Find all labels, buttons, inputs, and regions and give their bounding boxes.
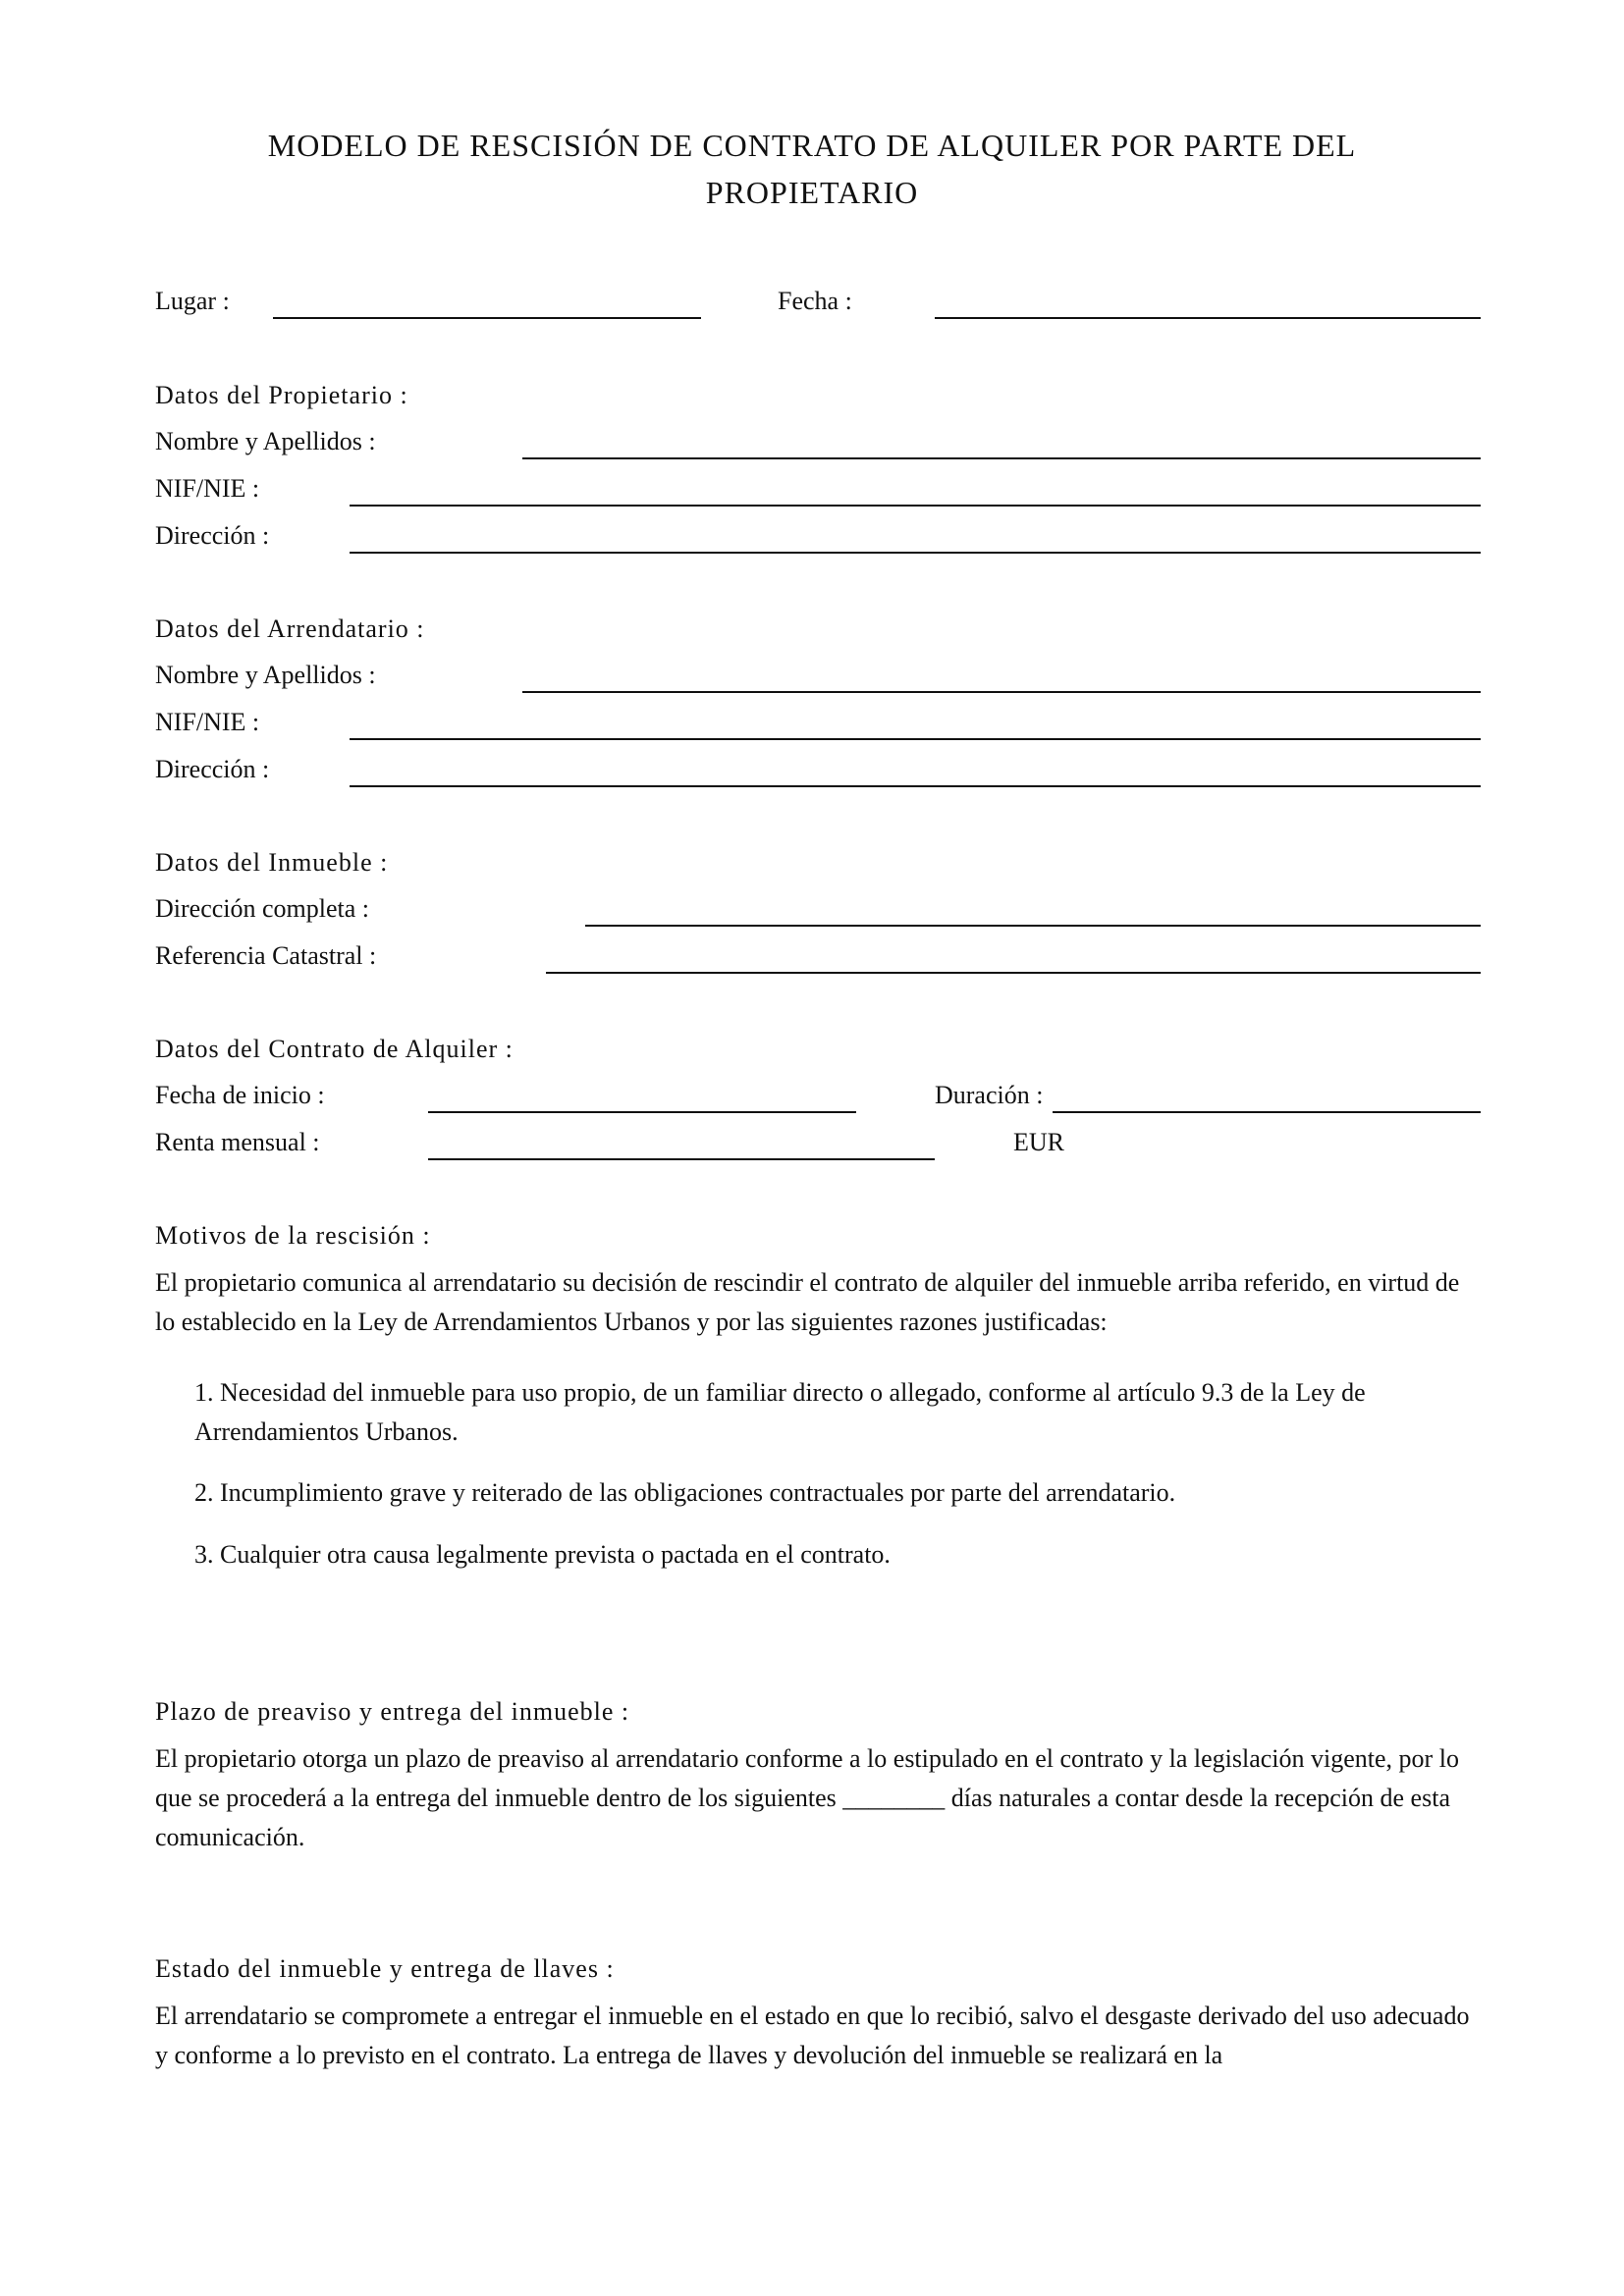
- propietario-direccion-label: Dirección :: [155, 521, 270, 550]
- renta-mensual-label: Renta mensual :: [155, 1128, 320, 1156]
- plazo-heading: Plazo de preaviso y entrega del inmueble :: [155, 1697, 630, 1726]
- arrendatario-direccion-label: Dirección :: [155, 755, 270, 783]
- inmueble-direccion-field[interactable]: [585, 925, 1481, 927]
- arrendatario-nombre-label: Nombre y Apellidos :: [155, 661, 376, 689]
- motivos-heading: Motivos de la rescisión :: [155, 1221, 431, 1250]
- propietario-nombre-label: Nombre y Apellidos :: [155, 427, 376, 455]
- renta-mensual-field[interactable]: [428, 1158, 935, 1160]
- inmueble-referencia-field[interactable]: [546, 972, 1481, 974]
- lugar-field[interactable]: [273, 317, 701, 319]
- document-title-line-2: PROPIETARIO: [705, 175, 919, 210]
- arrendatario-nombre-field[interactable]: [522, 691, 1481, 693]
- fecha-inicio-field[interactable]: [428, 1111, 856, 1113]
- motivos-intro: El propietario comunica al arrendatario su decisión de rescindir el contrato de alquiler del inmueble arriba referido, en virtud de lo establecido en la Ley de Arrendamientos Urbanos y por las siguientes razones justificadas:: [155, 1268, 1460, 1336]
- plazo-text: El propietario otorga un plazo de preaviso al arrendatario conforme a lo estipulado en el contrato y la legislación vigente, por lo que se procederá a la entrega del inmueble dentro de los siguientes ________ días naturales a contar desde la recepción de esta comunicación.: [155, 1744, 1459, 1851]
- estado-heading: Estado del inmueble y entrega de llaves :: [155, 1954, 615, 1983]
- fecha-label: Fecha :: [778, 287, 852, 315]
- propietario-nif-label: NIF/NIE :: [155, 474, 260, 503]
- propietario-heading: Datos del Propietario :: [155, 381, 408, 409]
- contrato-heading: Datos del Contrato de Alquiler :: [155, 1035, 514, 1063]
- inmueble-direccion-label: Dirección completa :: [155, 894, 370, 923]
- arrendatario-direccion-field[interactable]: [350, 785, 1481, 787]
- propietario-nif-field[interactable]: [350, 505, 1481, 507]
- estado-text: El arrendatario se compromete a entregar el inmueble en el estado en que lo recibió, salvo el desgaste derivado del uso adecuado y conforme a lo previsto en el contrato. La entrega de llaves y devolución del inmueble se realizará en la: [155, 2002, 1470, 2069]
- duracion-field[interactable]: [1053, 1111, 1481, 1113]
- arrendatario-heading: Datos del Arrendatario :: [155, 614, 425, 643]
- document-title-line-1: MODELO DE RESCISIÓN DE CONTRATO DE ALQUILER POR PARTE DEL: [267, 128, 1357, 163]
- propietario-direccion-field[interactable]: [350, 552, 1481, 554]
- fecha-field[interactable]: [935, 317, 1481, 319]
- lugar-label: Lugar :: [155, 287, 230, 315]
- fecha-inicio-label: Fecha de inicio :: [155, 1081, 325, 1109]
- arrendatario-nif-label: NIF/NIE :: [155, 708, 260, 736]
- duracion-label: Duración :: [935, 1081, 1044, 1109]
- arrendatario-nif-field[interactable]: [350, 738, 1481, 740]
- inmueble-referencia-label: Referencia Catastral :: [155, 941, 377, 970]
- motivo-item-2: 2. Incumplimiento grave y reiterado de las obligaciones contractuales por parte del arrendatario.: [194, 1478, 1176, 1507]
- motivo-item-1: 1. Necesidad del inmueble para uso propio, de un familiar directo o allegado, conforme al artículo 9.3 de la Ley de Arrendamientos Urbanos.: [194, 1378, 1366, 1446]
- motivo-item-3: 3. Cualquier otra causa legalmente prevista o pactada en el contrato.: [194, 1540, 891, 1569]
- inmueble-heading: Datos del Inmueble :: [155, 848, 389, 877]
- currency-label: EUR: [1013, 1128, 1064, 1156]
- propietario-nombre-field[interactable]: [522, 457, 1481, 459]
